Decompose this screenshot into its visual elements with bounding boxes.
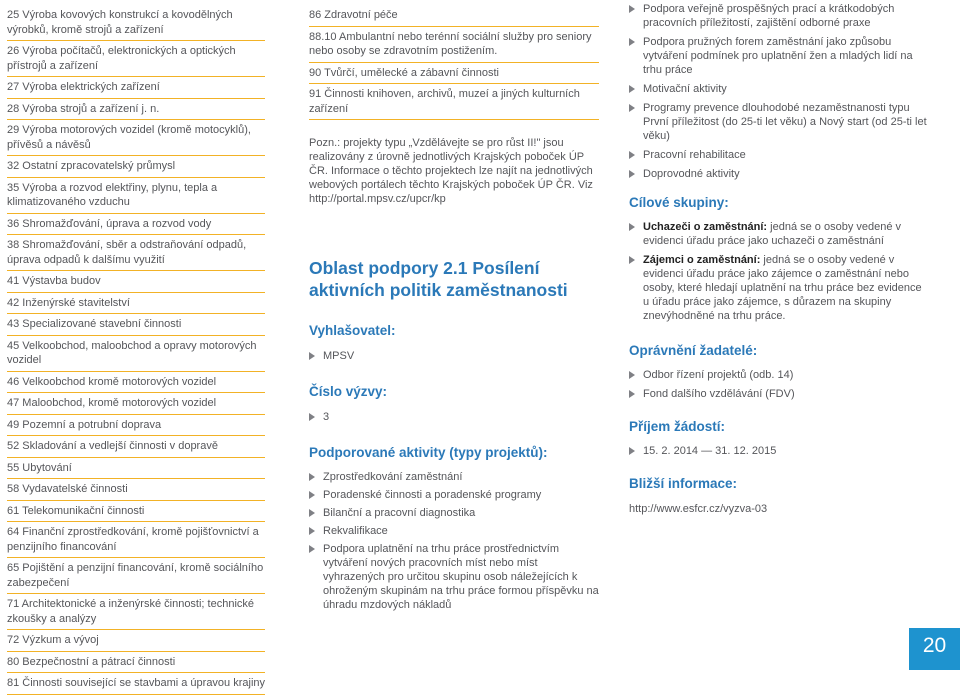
nace-item: 71 Architektonické a inženýrské činnosti; technické zkoušky a analýzy [7, 594, 265, 630]
nace-item: 88.10 Ambulantní nebo terénní sociální služby pro seniory nebo osoby se zdravotním postižením. [309, 27, 599, 63]
eligible-applicants-heading: Oprávnění žadatelé: [629, 343, 758, 358]
nace-item: 47 Maloobchod, kromě motorových vozidel [7, 393, 265, 415]
list-item: Fond dalšího vzdělávání (FDV) [629, 387, 929, 401]
term-label: Uchazeči o zaměstnání: [643, 221, 768, 233]
nace-item: 90 Tvůrčí, umělecké a zábavní činnosti [309, 63, 599, 85]
nace-item: 29 Výroba motorových vozidel (kromě motocyklů), přívěsů a návěsů [7, 120, 265, 156]
target-groups-list [629, 220, 929, 323]
nace-item: 49 Pozemní a potrubní doprava [7, 415, 265, 437]
activities-list-continued [629, 2, 929, 181]
list-item: 15. 2. 2014 — 31. 12. 2015 [629, 444, 929, 458]
nace-item: 80 Bezpečnostní a pátrací činnosti [7, 652, 265, 674]
nace-item: 38 Shromažďování, sběr a odstraňování odpadů, úprava odpadů k dalšímu využití [7, 235, 265, 271]
list-item: Doprovodné aktivity [629, 167, 929, 181]
more-info-heading: Bližší informace: [629, 476, 738, 491]
note-paragraph: Pozn.: projekty typu „Vzdělávejte se pro růst II!" jsou realizovány z úrovně jednotlivých Krajských poboček ÚP ČR. Informace o těchto projektech lze najít na jednotlivých webových portálech těchto Krajských poboček ÚP ČR. Viz http://portal.mpsv.cz/upcr/kp [309, 137, 593, 205]
nace-item: 43 Specializované stavební činnosti [7, 314, 265, 336]
nace-item: 64 Finanční zprostředkování, kromě pojišťovnictví a penzijního financování [7, 522, 265, 558]
list-item [629, 253, 929, 323]
nace-item: 91 Činnosti knihoven, archivů, muzeí a jiných kulturních zařízení [309, 84, 599, 120]
page-number: 20 [922, 634, 947, 657]
application-period-list [629, 444, 929, 458]
list-item: Pracovní rehabilitace [629, 148, 929, 162]
list-item: Podpora veřejně prospěšných prací a krátkodobých pracovních příležitostí, zajištění odborné praxe [629, 2, 929, 30]
list-item: Motivační aktivity [629, 82, 929, 96]
nace-item: 42 Inženýrské stavitelství [7, 293, 265, 315]
term-label: Zájemci o zaměstnání: [643, 254, 761, 266]
nace-item: 55 Ubytování [7, 458, 265, 480]
page-number-box [909, 628, 960, 670]
announcer-list [309, 349, 599, 363]
list-item: Podpora pružných forem zaměstnání jako způsobu vytváření podmínek pro uplatnění žen a mladých lidí na trhu práce [629, 35, 929, 77]
nace-item: 27 Výroba elektrických zařízení [7, 77, 265, 99]
nace-item: 58 Vydavatelské činnosti [7, 479, 265, 501]
announcer-heading: Vyhlašovatel: [309, 323, 396, 338]
list-item: Zprostředkování zaměstnání [309, 470, 599, 484]
list-item: MPSV [309, 349, 599, 363]
list-item: Podpora uplatnění na trhu práce prostřednictvím vytváření nových pracovních míst nebo míst vyhrazených pro určitou skupinu osob náležejících k ohroženým skupinám na trhu práce formou příspěvku na úhradu mzdových nákladů [309, 542, 599, 612]
list-item: Odbor řízení projektů (odb. 14) [629, 368, 929, 382]
nace-item: 35 Výroba a rozvod elektřiny, plynu, tepla a klimatizovaného vzduchu [7, 178, 265, 214]
application-period-heading: Příjem žádostí: [629, 419, 726, 434]
nace-item: 72 Výzkum a vývoj [7, 630, 265, 652]
list-item [629, 220, 929, 248]
nace-item: 32 Ostatní zpracovatelský průmysl [7, 156, 265, 178]
call-number-heading: Číslo výzvy: [309, 384, 388, 399]
list-item: 3 [309, 410, 599, 424]
section-title: Oblast podpory 2.1 Posílení aktivních politik zaměstnanosti [309, 258, 568, 300]
nace-item: 65 Pojištění a penzijní financování, kromě sociálního zabezpečení [7, 558, 265, 594]
nace-item: 61 Telekomunikační činnosti [7, 501, 265, 523]
nace-list-mid [309, 0, 599, 120]
target-groups-heading: Cílové skupiny: [629, 195, 729, 210]
nace-item: 52 Skladování a vedlejší činnosti v dopravě [7, 436, 265, 458]
list-item: Poradenské činnosti a poradenské programy [309, 488, 599, 502]
call-number-list [309, 410, 599, 424]
more-info-link[interactable]: http://www.esfcr.cz/vyzva-03 [629, 503, 768, 515]
nace-item: 45 Velkoobchod, maloobchod a opravy motorových vozidel [7, 336, 265, 372]
eligible-applicants-list [629, 368, 929, 401]
term-text: jedná se o osoby vedené v evidenci úřadu práce jako uchazeči o zaměstnání [643, 221, 902, 247]
activities-list [309, 470, 599, 612]
list-item: Programy prevence dlouhodobé nezaměstnanosti typu První příležitost (do 25-ti let věku) a Nový start (od 25-ti let věku) [629, 101, 929, 143]
nace-item: 81 Činnosti související se stavbami a úpravou krajiny [7, 673, 265, 695]
right-column [629, 2, 929, 516]
list-item: Rekvalifikace [309, 524, 599, 538]
list-item: Bilanční a pracovní diagnostika [309, 506, 599, 520]
nace-item: 28 Výroba strojů a zařízení j. n. [7, 99, 265, 121]
middle-column [309, 0, 599, 616]
nace-item: 46 Velkoobchod kromě motorových vozidel [7, 372, 265, 394]
term-text: jedná se o osoby vedené v evidenci úřadu práce jako zájemce o zaměstnání nebo osoby, které hledají uplatnění na trhu práce bez evidence u úřadu práce jako zájemce, s důrazem na skupiny znevýhodněné na trhu práce. [643, 254, 922, 322]
nace-item: 41 Výstavba budov [7, 271, 265, 293]
nace-item: 36 Shromažďování, úprava a rozvod vody [7, 214, 265, 236]
activities-heading: Podporované aktivity (typy projektů): [309, 445, 548, 460]
nace-item: 26 Výroba počítačů, elektronických a optických přístrojů a zařízení [7, 41, 265, 77]
nace-list-left [7, 0, 265, 695]
nace-item: 25 Výroba kovových konstrukcí a kovodělných výrobků, kromě strojů a zařízení [7, 0, 265, 41]
nace-item: 86 Zdravotní péče [309, 0, 599, 27]
